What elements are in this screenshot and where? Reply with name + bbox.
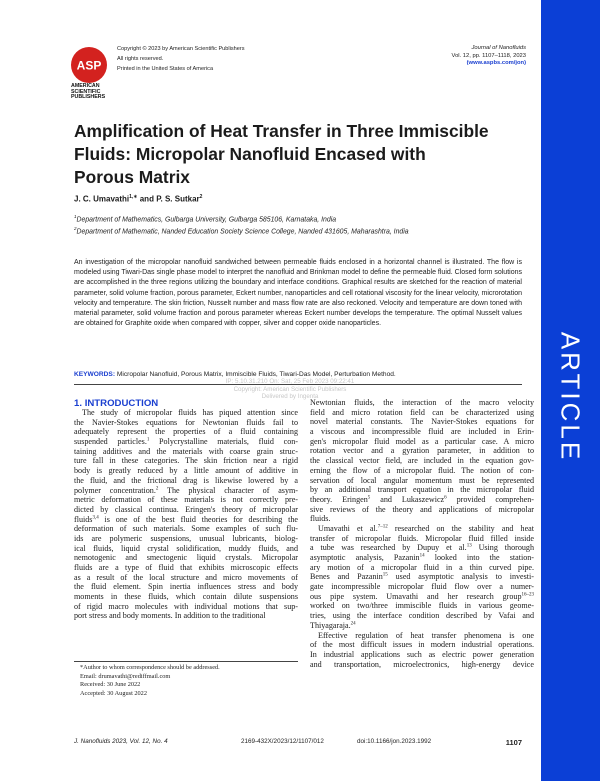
author-conjunction: and — [139, 194, 154, 204]
keywords — [74, 371, 522, 378]
text-line — [74, 456, 298, 466]
text-line — [74, 476, 298, 486]
text-line — [74, 611, 298, 621]
abstract: An investigation of the micropolar nanofluid sandwiched between permeable fluids enclosed in a horizontal channel is illustrated. The flow is modeled using Tiwari-Das single phase model to interpret the nanofluid and Brinkman model to define the permeable fluid. Closed form solutions are accomplished in the three regions utilizing the boundary and interface conditions. Graphical results are sketched for the reaction of material parameter, solid volume fraction, porous parameter, Eckert number, nanoparticles and cell rotational viscosity for the linear velocity, microrotation velocity and temperature. The skin friction, Nusselt number and mass flow rate are also reckoned. Velocity and temperature are down toned with material parameter, solid volume fraction and porous parameter whereas Eckert number develops the temperature. The optimal Nusselt values are obtained for Graphite oxide when compared with copper, silver and copper oxide nanoparticles. — [74, 259, 522, 328]
text-run: Newtonian fluids, the interaction of the macro velocity — [310, 398, 534, 407]
footnote-email: Email: drumavathi@rediffmail.com — [80, 672, 171, 680]
author-name: J. C. Umavathi — [74, 194, 130, 204]
text-line — [310, 427, 534, 437]
text-line — [310, 495, 534, 505]
text-run: fluids. — [310, 514, 331, 524]
text-run: tries, using the interface condition described by Vafai and — [310, 611, 534, 621]
text-run: of the most difficult issues in modern industrial operations. — [310, 640, 534, 650]
text-line — [310, 514, 534, 524]
text-line — [310, 660, 534, 670]
text-run: and Lukaszewicz — [370, 494, 445, 504]
footer-issn: 2169-432X/2023/12/1107/012 — [241, 738, 324, 745]
footnote-accepted: Accepted: 30 August 2022 — [80, 689, 147, 697]
citation-ref: 13 — [466, 543, 472, 549]
text-line — [310, 572, 534, 582]
text-run: body is greatly reduced by a little amount of additive in — [74, 466, 298, 476]
author-affiliation-mark: 2 — [199, 194, 203, 200]
publisher-caption-line: PUBLISHERS — [71, 94, 106, 101]
text-run: ical fluids, liquid crystal solidification, muddy fluids, and — [74, 543, 298, 553]
text-run: fluids are a type of fluid that exhibits microscopic effects — [74, 563, 298, 572]
text-run: transfer of micropolar fluids. Micropolar fluid filled inside — [310, 533, 534, 543]
keywords-text: Micropolar Nanofluid, Porous Matrix, Immiscible Fluids, Tiwari-Das Model, Perturbation Method. — [116, 371, 396, 378]
text-line — [310, 650, 534, 660]
text-run: as a result of the local structure and micro movements of — [74, 572, 298, 582]
author-name: P. S. Sutkar — [156, 194, 200, 204]
citation-ref: 7–12 — [377, 524, 388, 530]
text-run: polymer concentration. — [74, 485, 156, 495]
text-line — [310, 543, 534, 553]
text-line — [310, 621, 534, 631]
citation-ref: 14 — [419, 553, 425, 559]
text-run: ids are polymeric suspensions, unusual lubricants, biolog- — [74, 533, 298, 543]
citation-ref: 2 — [155, 485, 159, 491]
text-run: gate incompressible micropolar fluid flow over a numer- — [310, 582, 534, 592]
text-line — [74, 534, 298, 544]
text-line — [74, 524, 298, 534]
text-run: In industrial applications such as electric power generation — [310, 649, 534, 659]
text-run: field and micro rotation field can be characterized using — [310, 407, 534, 417]
text-line — [74, 447, 298, 457]
watermark-line: Delivered by Ingenta — [261, 393, 319, 400]
text-run: taining additives and the materials with coarse grain struc- — [74, 446, 298, 456]
text-run: deformation of such materials. Some examples of such flu- — [74, 524, 298, 534]
text-run: asymptotic analysis, Pazanin — [310, 553, 420, 562]
asp-logo-icon — [69, 45, 109, 85]
copyright-line: Copyright © 2023 by American Scientific Publishers — [117, 46, 245, 52]
text-line — [310, 582, 534, 592]
citation-ref: 15 — [382, 572, 388, 578]
text-run: the fluid element. Spin inertia influences stress and body — [74, 582, 298, 592]
text-run: the fluid, and the frictional drag is likewise lowered by a — [74, 475, 298, 485]
text-run: gen's micropolar fluid model as a particular case. A micro — [310, 436, 534, 446]
text-line — [74, 495, 298, 505]
text-line — [310, 640, 534, 650]
text-line — [310, 417, 534, 427]
citation-ref: 24 — [350, 621, 356, 627]
publisher-logo — [69, 45, 109, 85]
text-line — [74, 418, 298, 428]
text-run: is one of the best fluid theories for describing the — [98, 514, 298, 524]
text-run: adequately represent the properties of a fluid containing — [74, 427, 298, 437]
text-run: Effective regulation of heat transfer phenomena is one — [318, 630, 534, 640]
section-number: 1. — [74, 398, 83, 409]
text-run: and transportation, microelectronics, high-energy device — [310, 659, 534, 669]
footnote-divider — [74, 661, 298, 662]
text-line — [74, 602, 298, 612]
citation-ref: 5 — [367, 495, 371, 501]
text-line — [74, 553, 298, 563]
text-line — [310, 437, 534, 447]
correspondence-footnote — [80, 664, 220, 698]
text-line — [310, 485, 534, 495]
text-run: of rigid macro molecules with individual motions that sup- — [74, 601, 298, 611]
text-run: erning the flow of a micropolar fluid. The notion of con- — [310, 465, 534, 475]
affiliation-2 — [74, 226, 409, 235]
footnote-received: Received: 30 June 2022 — [80, 681, 141, 689]
text-run: used asymptotic analysis to investi- — [387, 572, 534, 582]
article-title — [74, 120, 524, 189]
text-line — [310, 476, 534, 486]
journal-volume: Vol. 12, pp. 1107–1118, 2023 — [451, 52, 526, 59]
journal-url-link[interactable]: (www.aspbs.com/jon) — [466, 60, 526, 67]
title-line: Amplification of Heat Transfer in Three Immiscible — [74, 121, 489, 141]
body-column-left — [74, 408, 298, 621]
text-run: a viscous and incompressible fluid are included in Erin- — [310, 427, 534, 437]
text-run: the classical vector field, are included in the equation gov- — [310, 456, 534, 466]
citation-ref: 1 — [146, 437, 150, 443]
text-line — [310, 466, 534, 476]
affiliation-text: Department of Mathematics, Gulbarga University, Gulbarga 585106, Karnataka, India — [76, 216, 337, 224]
text-run: ary motion of a micropolar fluid in a thin curved pipe. — [310, 562, 534, 572]
text-run: dicted by classical continua. Eringen's theory of micropolar — [74, 504, 298, 514]
text-line — [74, 582, 298, 592]
journal-info — [452, 45, 526, 68]
author-list — [74, 194, 202, 204]
text-line — [310, 446, 534, 456]
logo-text: ASP — [76, 58, 102, 73]
title-line: Fluids: Micropolar Nanofluid Encased with — [74, 144, 426, 164]
text-line — [74, 505, 298, 515]
text-line — [310, 553, 534, 563]
text-line — [74, 573, 298, 583]
printed-line: Printed in the United States of America — [117, 65, 214, 72]
page-number: 1107 — [505, 738, 522, 747]
text-line — [74, 544, 298, 554]
publisher-caption-line: AMERICAN — [71, 83, 100, 89]
author-affiliation-mark: 1,∗ — [129, 194, 138, 200]
section-title: INTRODUCTION — [84, 398, 159, 409]
text-line — [74, 515, 298, 525]
watermark-line: IP: 5.10.31.210 On: Sat, 25 Feb 2023 09:22:41 — [225, 378, 355, 385]
rights-line: All rights reserved. — [117, 55, 164, 62]
citation-ref: 6 — [444, 495, 447, 501]
text-run: ture fall in these categories. The skin friction near a rigid — [74, 456, 298, 466]
text-run: The study of micropolar fluids has piqued attention since — [82, 408, 298, 417]
watermark-line: Copyright: American Scientific Publishers — [233, 385, 347, 393]
text-run: nemotogenic and smectogenic liquid crystals. Micropolar — [74, 553, 298, 563]
citation-ref: 16–23 — [521, 592, 534, 598]
text-line — [310, 563, 534, 573]
text-run: Benes and Pazanin — [310, 572, 383, 582]
text-line — [310, 631, 534, 641]
affiliation-mark: 1 — [74, 214, 77, 219]
text-run: rotation vector and a gyration parameter, in addition to — [310, 446, 534, 456]
text-line — [74, 563, 298, 573]
text-run: Using thorough — [471, 543, 534, 553]
text-line — [310, 505, 534, 515]
text-run: by an additional transport equation in the micropolar fluid — [310, 485, 534, 495]
text-run: provided comprehen- — [446, 494, 534, 504]
footer-doi: doi:10.1166/jon.2023.1992 — [357, 738, 432, 745]
text-run: looked into the station- — [424, 553, 534, 562]
footer-journal: J. Nanofluids 2023, Vol. 12, No. 4 — [74, 738, 168, 745]
article-type-label: ARTICLE — [555, 331, 586, 463]
footnote-line: *Author to whom correspondence should be addressed. — [80, 664, 220, 671]
affiliation-text: Department of Mathematic, Nanded Education Society Science College, Nanded 431605, Maharashtra, India — [76, 228, 409, 236]
text-line — [74, 408, 298, 418]
citation-ref: 3,4 — [92, 514, 99, 520]
copyright-block — [117, 45, 245, 74]
page-footer — [74, 738, 522, 750]
text-run: suspended particles. — [74, 437, 147, 447]
text-line — [310, 524, 534, 534]
text-line — [310, 408, 534, 418]
text-run: Polycrystalline materials, fluid con- — [149, 437, 298, 447]
text-run: metric deformation of these materials is not correctly pre- — [74, 495, 298, 505]
text-line — [74, 486, 298, 496]
text-line — [74, 592, 298, 602]
text-run: sive reviews of the theory and applications of micropolar — [310, 504, 534, 514]
affiliation-mark: 2 — [74, 226, 77, 231]
text-run: worked on two/three immiscible fluids in various geome- — [310, 601, 534, 611]
journal-name: Journal of Nanofluids — [471, 45, 526, 51]
text-line — [310, 534, 534, 544]
text-line — [74, 427, 298, 437]
text-run: The physical character of asym- — [158, 485, 298, 495]
text-run: Thiyagaraja. — [310, 620, 351, 630]
text-run: theory. Eringen — [310, 494, 368, 504]
keywords-label: KEYWORDS: — [74, 371, 116, 378]
text-line — [310, 601, 534, 611]
body-column-right — [310, 398, 534, 669]
text-line — [310, 611, 534, 621]
text-run: moments in these fluids, which contain dilute suspensions — [74, 592, 298, 602]
publisher-caption-line: SCIENTIFIC — [71, 88, 101, 95]
text-line — [74, 466, 298, 476]
text-run: servation of local angular momentum must be represented — [310, 475, 534, 485]
text-run: Umavathi et al. — [318, 523, 378, 533]
text-line — [310, 592, 534, 602]
text-run: the Navier-Stokes equations for Newtonian fluids fail to — [74, 417, 298, 427]
text-run: novel material constants. The Navier-Stokes equations for — [310, 417, 534, 427]
affiliation-1 — [74, 214, 336, 223]
publisher-caption — [71, 84, 119, 101]
text-run: ous pipe system. Umavathi and her research group — [310, 591, 522, 601]
text-run: a tube was researched by Dupuy et al. — [310, 543, 467, 553]
text-line — [74, 437, 298, 447]
text-run: fluids — [74, 514, 93, 524]
text-line — [310, 456, 534, 466]
text-run: researched on the stability and heat — [387, 523, 534, 533]
text-run: port stress and body moments. In addition to the traditional — [74, 611, 266, 621]
text-line — [310, 398, 534, 408]
title-line: Porous Matrix — [74, 167, 190, 187]
